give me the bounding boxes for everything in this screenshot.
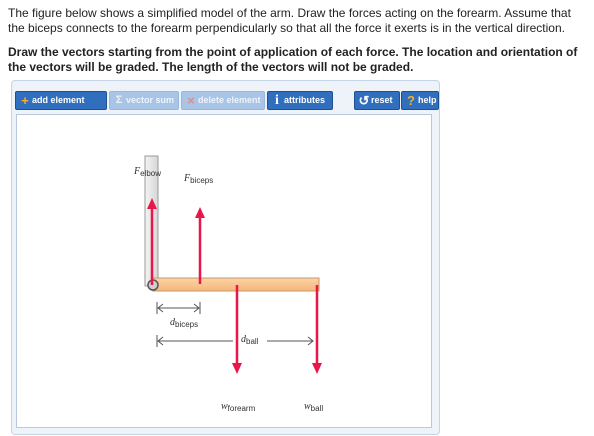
attributes-label: attributes — [284, 95, 326, 105]
reset-button[interactable] — [354, 91, 400, 110]
vector-sum-button[interactable] — [109, 91, 179, 110]
f-elbow-label: $F_{elbow}$ — [134, 166, 162, 178]
f-biceps-label: $F_{biceps}$ — [184, 173, 214, 185]
w-ball-arrowhead — [312, 363, 322, 374]
instructions — [8, 6, 586, 75]
d-biceps-label: $d_{biceps}$ — [170, 317, 199, 329]
d-biceps-dimension — [157, 302, 200, 314]
drawing-canvas[interactable] — [16, 114, 432, 428]
delete-element-button[interactable] — [181, 91, 265, 110]
w-ball-label: $w_{ball}$ — [304, 401, 324, 413]
grading-text: Draw the vectors starting from the point of application of each force. The location and orientation of the vectors will be graded. The length of the vectors will not be graded. — [8, 45, 578, 74]
help-label: help — [418, 95, 437, 105]
add-element-button[interactable] — [15, 91, 107, 110]
w-forearm-label: $w_{forearm}$ — [221, 401, 256, 413]
d-ball-dimension — [157, 335, 313, 347]
delete-element-label: delete element — [198, 95, 261, 105]
info-icon: i — [275, 93, 279, 108]
reset-label: reset — [371, 95, 393, 105]
plus-icon: + — [21, 93, 29, 108]
help-button[interactable] — [401, 91, 439, 110]
vector-sum-label: vector sum — [126, 95, 175, 105]
delete-x-icon: × — [187, 93, 195, 108]
sigma-icon: Σ — [115, 94, 123, 106]
arm-diagram — [17, 115, 431, 427]
reset-icon: ↺ — [358, 93, 370, 108]
help-icon: ? — [407, 93, 415, 108]
toolbar — [15, 91, 436, 111]
intro-text: The figure below shows a simplified model of the arm. Draw the forces acting on the forearm. Assume that the biceps connects to the forearm perpendicularly so that all the force it exerts is in the vertical direction. — [8, 6, 571, 35]
drawing-widget — [11, 80, 440, 435]
attributes-button[interactable] — [267, 91, 333, 110]
add-element-label: add element — [32, 95, 85, 105]
d-ball-label: $d_{ball}$ — [241, 334, 259, 346]
w-forearm-arrowhead — [232, 363, 242, 374]
f-biceps-arrowhead — [195, 207, 205, 218]
